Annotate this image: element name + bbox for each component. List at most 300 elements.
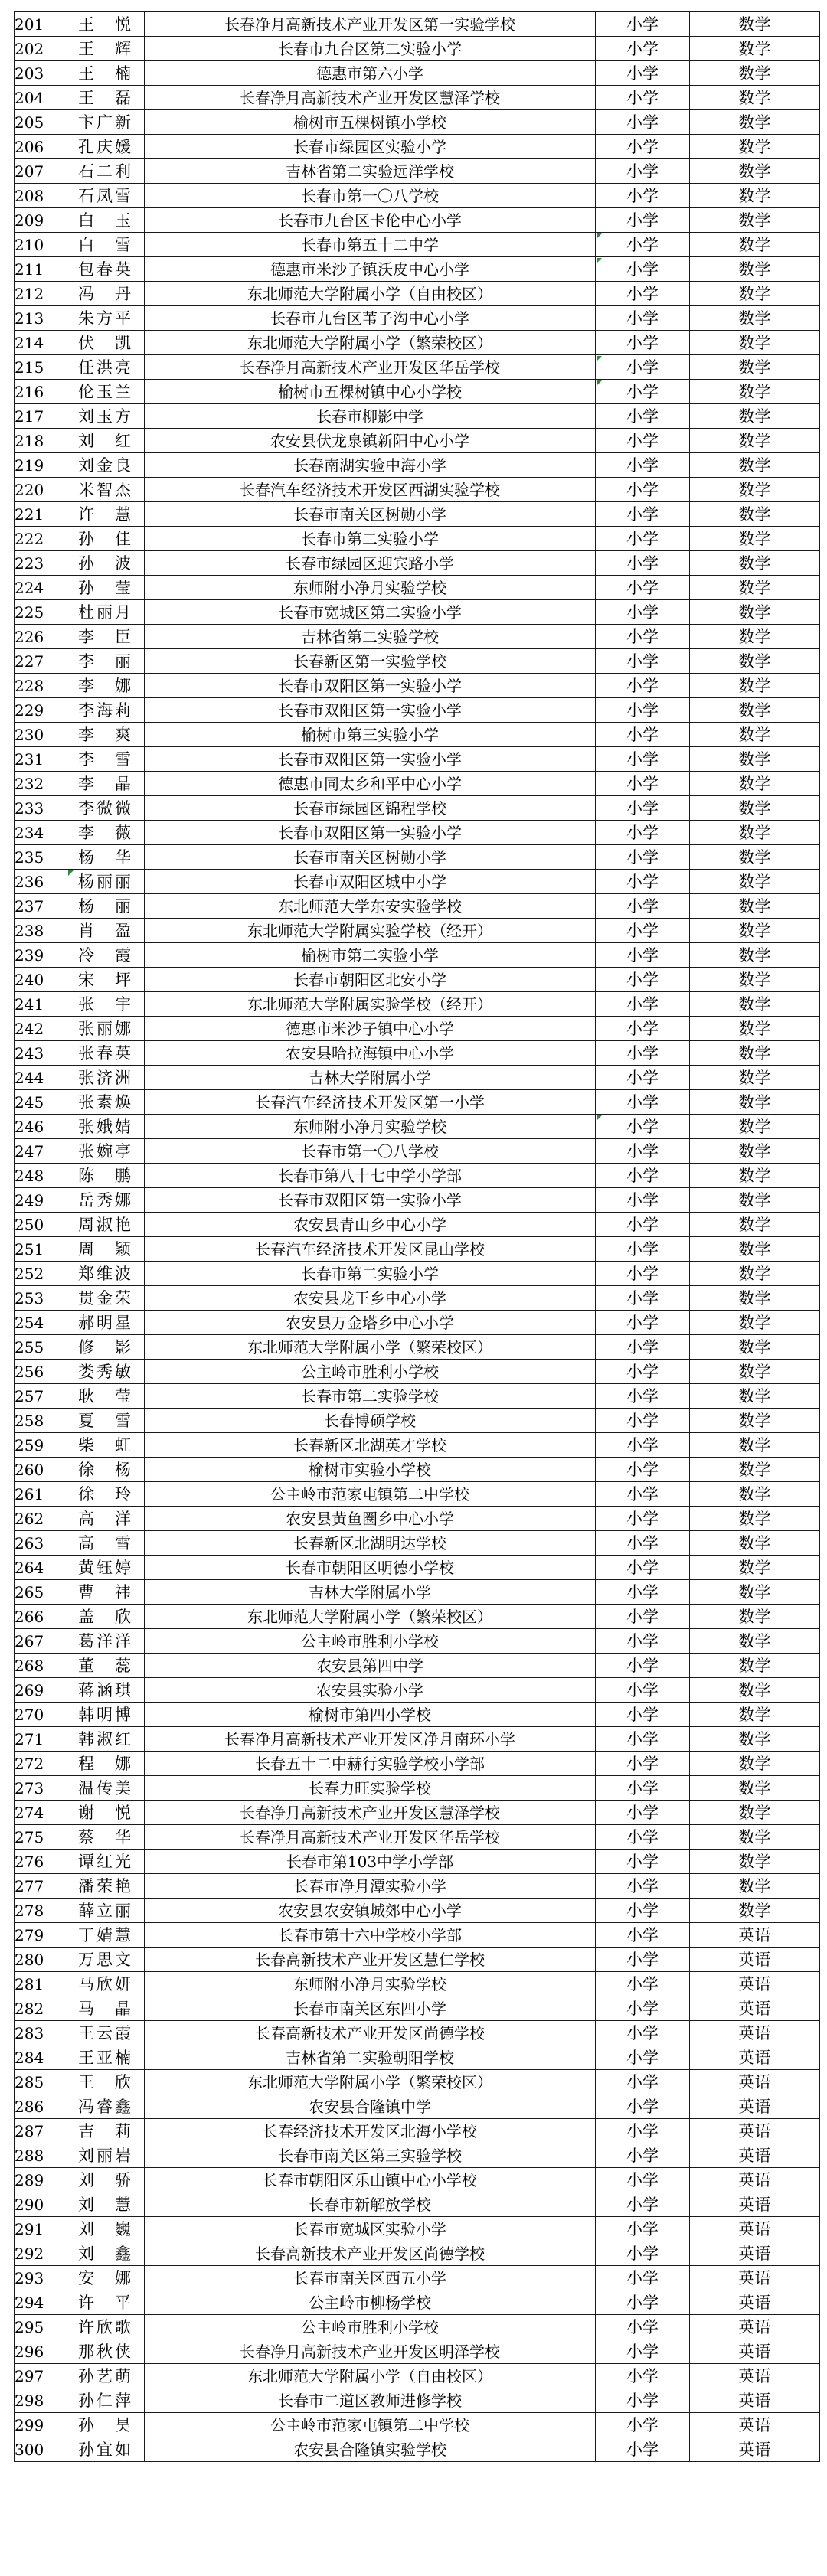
row-number-cell: 203 <box>15 61 67 86</box>
table-row <box>15 649 820 674</box>
table-row <box>15 968 820 992</box>
row-number-cell: 257 <box>15 1384 67 1409</box>
row-number-cell: 298 <box>15 2388 67 2413</box>
school-level-cell: 小学 <box>596 1458 690 1482</box>
table-row <box>15 355 820 380</box>
row-number-cell: 249 <box>15 1188 67 1213</box>
school-name-cell: 榆树市第四小学校 <box>145 1703 596 1727</box>
table-row <box>15 1727 820 1752</box>
school-level-cell: 小学 <box>596 968 690 992</box>
table-row <box>15 1017 820 1041</box>
teacher-name-cell: 许欣歌 <box>67 2315 145 2339</box>
school-level-cell: 小学 <box>596 625 690 649</box>
table-row <box>15 1580 820 1605</box>
table-row <box>15 1752 820 1776</box>
school-level-cell: 小学 <box>596 919 690 943</box>
row-number-cell: 299 <box>15 2413 67 2437</box>
subject-cell: 数学 <box>690 1409 820 1433</box>
teacher-name-cell: 吉 莉 <box>67 2119 145 2143</box>
subject-cell: 数学 <box>690 306 820 331</box>
school-name-cell: 长春高新技术产业开发区慧仁学校 <box>145 1948 596 1972</box>
subject-cell: 数学 <box>690 1850 820 1874</box>
row-number-cell: 207 <box>15 159 67 184</box>
subject-cell: 数学 <box>690 747 820 772</box>
subject-cell: 数学 <box>690 110 820 135</box>
table-row <box>15 698 820 723</box>
teacher-name-cell: 王 磊 <box>67 86 145 110</box>
teacher-name-cell: 韩明博 <box>67 1703 145 1727</box>
subject-cell: 数学 <box>690 1090 820 1115</box>
row-number-cell: 220 <box>15 478 67 502</box>
row-number-cell: 276 <box>15 1850 67 1874</box>
table-row <box>15 576 820 600</box>
school-name-cell: 农安县合隆镇实验学校 <box>145 2437 596 2462</box>
row-number-cell: 212 <box>15 282 67 306</box>
teacher-name-cell: 杨 华 <box>67 845 145 870</box>
table-row <box>15 747 820 772</box>
row-number-cell: 269 <box>15 1678 67 1703</box>
teacher-name-cell: 孙 莹 <box>67 576 145 600</box>
teacher-name-cell: 张春英 <box>67 1041 145 1066</box>
subject-cell: 数学 <box>690 1727 820 1752</box>
school-name-cell: 长春市净月潭实验小学 <box>145 1874 596 1899</box>
table-row <box>15 674 820 698</box>
school-name-cell: 公主岭市范家屯镇第二中学校 <box>145 1482 596 1507</box>
school-name-cell: 榆树市第三实验小学 <box>145 723 596 747</box>
teacher-name-cell: 修 影 <box>67 1335 145 1360</box>
school-name-cell: 长春净月高新技术产业开发区慧泽学校 <box>145 86 596 110</box>
school-level-cell: 小学 <box>596 1556 690 1580</box>
school-level-cell: 小学 <box>596 527 690 551</box>
subject-cell: 数学 <box>690 233 820 257</box>
teacher-name-cell: 韩淑红 <box>67 1727 145 1752</box>
row-number-cell: 297 <box>15 2364 67 2388</box>
school-level-cell: 小学 <box>596 2388 690 2413</box>
subject-cell: 数学 <box>690 1580 820 1605</box>
school-name-cell: 东北师范大学东安实验学校 <box>145 894 596 919</box>
table-row <box>15 1482 820 1507</box>
school-name-cell: 长春市双阳区第一实验小学 <box>145 821 596 845</box>
table-row <box>15 2364 820 2388</box>
row-number-cell: 241 <box>15 992 67 1017</box>
table-row <box>15 992 820 1017</box>
teacher-name-cell: 米智杰 <box>67 478 145 502</box>
school-name-cell: 东北师范大学附属小学（自由校区） <box>145 2364 596 2388</box>
school-level-cell: 小学 <box>596 233 690 257</box>
teacher-name-cell: 许 平 <box>67 2290 145 2315</box>
school-level-cell: 小学 <box>596 894 690 919</box>
row-number-cell: 245 <box>15 1090 67 1115</box>
school-name-cell: 长春高新技术产业开发区尚德学校 <box>145 2021 596 2045</box>
subject-cell: 数学 <box>690 1629 820 1654</box>
school-name-cell: 农安县合隆镇中学 <box>145 2094 596 2119</box>
row-number-cell: 250 <box>15 1213 67 1237</box>
table-row <box>15 870 820 894</box>
school-level-cell: 小学 <box>596 870 690 894</box>
table-row <box>15 257 820 282</box>
row-number-cell: 230 <box>15 723 67 747</box>
school-level-cell: 小学 <box>596 551 690 576</box>
row-number-cell: 294 <box>15 2290 67 2315</box>
table-row <box>15 2045 820 2070</box>
row-number-cell: 243 <box>15 1041 67 1066</box>
school-level-cell: 小学 <box>596 380 690 404</box>
table-row <box>15 404 820 429</box>
row-number-cell: 202 <box>15 37 67 61</box>
school-level-cell: 小学 <box>596 110 690 135</box>
school-level-cell: 小学 <box>596 37 690 61</box>
school-level-cell: 小学 <box>596 1409 690 1433</box>
school-level-cell: 小学 <box>596 1996 690 2021</box>
teacher-name-cell: 马欣妍 <box>67 1972 145 1996</box>
subject-cell: 数学 <box>690 674 820 698</box>
school-level-cell: 小学 <box>596 2241 690 2266</box>
school-name-cell: 农安县哈拉海镇中心小学 <box>145 1041 596 1066</box>
table-row <box>15 2290 820 2315</box>
table-row <box>15 502 820 527</box>
subject-cell: 英语 <box>690 2217 820 2241</box>
teacher-name-cell: 高 洋 <box>67 1507 145 1531</box>
school-level-cell: 小学 <box>596 821 690 845</box>
school-level-cell: 小学 <box>596 1360 690 1384</box>
teacher-name-cell: 谢 悦 <box>67 1801 145 1825</box>
row-number-cell: 290 <box>15 2192 67 2217</box>
table-row <box>15 1654 820 1678</box>
school-name-cell: 吉林省第二实验朝阳学校 <box>145 2045 596 2070</box>
row-number-cell: 259 <box>15 1433 67 1458</box>
school-name-cell: 吉林省第二实验学校 <box>145 625 596 649</box>
table-row <box>15 2266 820 2290</box>
teacher-name-cell: 刘 骄 <box>67 2168 145 2192</box>
teacher-name-cell: 冷 霞 <box>67 943 145 968</box>
subject-cell: 数学 <box>690 1801 820 1825</box>
table-row <box>15 2143 820 2168</box>
school-name-cell: 榆树市第二实验小学 <box>145 943 596 968</box>
subject-cell: 英语 <box>690 2045 820 2070</box>
school-name-cell: 农安县实验小学 <box>145 1678 596 1703</box>
table-row <box>15 772 820 796</box>
row-number-cell: 280 <box>15 1948 67 1972</box>
table-row <box>15 110 820 135</box>
teacher-name-cell: 杨丽丽 <box>67 870 145 894</box>
teacher-name-cell: 张婉亭 <box>67 1139 145 1164</box>
teacher-name-cell: 徐 玲 <box>67 1482 145 1507</box>
school-name-cell: 长春市新解放学校 <box>145 2192 596 2217</box>
row-number-cell: 206 <box>15 135 67 159</box>
table-row <box>15 208 820 233</box>
table-row <box>15 600 820 625</box>
school-level-cell: 小学 <box>596 2266 690 2290</box>
school-level-cell: 小学 <box>596 649 690 674</box>
row-number-cell: 262 <box>15 1507 67 1531</box>
subject-cell: 英语 <box>690 2437 820 2462</box>
table-row <box>15 1948 820 1972</box>
teacher-name-cell: 张济洲 <box>67 1066 145 1090</box>
subject-cell: 英语 <box>690 2143 820 2168</box>
teacher-name-cell: 孙 佳 <box>67 527 145 551</box>
row-number-cell: 261 <box>15 1482 67 1507</box>
table-row <box>15 1311 820 1335</box>
subject-cell: 英语 <box>690 1923 820 1948</box>
subject-cell: 数学 <box>690 1899 820 1923</box>
school-level-cell: 小学 <box>596 1090 690 1115</box>
teacher-name-cell: 孙 波 <box>67 551 145 576</box>
teacher-name-cell: 董 蕊 <box>67 1654 145 1678</box>
school-level-cell: 小学 <box>596 159 690 184</box>
school-level-cell: 小学 <box>596 2364 690 2388</box>
subject-cell: 数学 <box>690 1605 820 1629</box>
row-number-cell: 256 <box>15 1360 67 1384</box>
school-level-cell: 小学 <box>596 1507 690 1531</box>
row-number-cell: 296 <box>15 2339 67 2364</box>
row-number-cell: 260 <box>15 1458 67 1482</box>
subject-cell: 数学 <box>690 1531 820 1556</box>
subject-cell: 数学 <box>690 429 820 453</box>
school-level-cell: 小学 <box>596 1433 690 1458</box>
school-level-cell: 小学 <box>596 2070 690 2094</box>
table-row <box>15 1384 820 1409</box>
table-row <box>15 2388 820 2413</box>
school-name-cell: 长春市南关区第三实验学校 <box>145 2143 596 2168</box>
school-level-cell: 小学 <box>596 2290 690 2315</box>
subject-cell: 数学 <box>690 12 820 37</box>
table-row <box>15 1286 820 1311</box>
school-level-cell: 小学 <box>596 2315 690 2339</box>
teacher-name-cell: 刘 慧 <box>67 2192 145 2217</box>
table-row <box>15 1458 820 1482</box>
teacher-name-cell: 孙仁萍 <box>67 2388 145 2413</box>
table-row <box>15 1164 820 1188</box>
teacher-name-cell: 张素焕 <box>67 1090 145 1115</box>
school-level-cell: 小学 <box>596 502 690 527</box>
school-level-cell: 小学 <box>596 1678 690 1703</box>
teacher-name-cell: 那秋侠 <box>67 2339 145 2364</box>
subject-cell: 数学 <box>690 723 820 747</box>
teacher-name-cell: 李 娜 <box>67 674 145 698</box>
subject-cell: 英语 <box>690 2290 820 2315</box>
row-number-cell: 274 <box>15 1801 67 1825</box>
teacher-name-cell: 李微微 <box>67 796 145 821</box>
table-row <box>15 1605 820 1629</box>
subject-cell: 数学 <box>690 527 820 551</box>
table-row <box>15 159 820 184</box>
teacher-name-cell: 贯金荣 <box>67 1286 145 1311</box>
school-name-cell: 公主岭市范家屯镇第二中学校 <box>145 2413 596 2437</box>
table-row <box>15 1090 820 1115</box>
subject-cell: 数学 <box>690 404 820 429</box>
subject-cell: 数学 <box>690 1678 820 1703</box>
subject-cell: 数学 <box>690 1286 820 1311</box>
table-row <box>15 2339 820 2364</box>
subject-cell: 数学 <box>690 282 820 306</box>
teacher-name-cell: 伏 凯 <box>67 331 145 355</box>
teacher-name-cell: 包春英 <box>67 257 145 282</box>
school-name-cell: 长春净月高新技术产业开发区第一实验学校 <box>145 12 596 37</box>
school-name-cell: 长春市九台区苇子沟中心小学 <box>145 306 596 331</box>
school-level-cell: 小学 <box>596 600 690 625</box>
school-level-cell: 小学 <box>596 1384 690 1409</box>
subject-cell: 数学 <box>690 257 820 282</box>
school-name-cell: 农安县万金塔乡中心小学 <box>145 1311 596 1335</box>
school-level-cell: 小学 <box>596 12 690 37</box>
teacher-name-cell: 王 欣 <box>67 2070 145 2094</box>
table-row <box>15 1115 820 1139</box>
school-name-cell: 农安县黄鱼圈乡中心小学 <box>145 1507 596 1531</box>
row-number-cell: 225 <box>15 600 67 625</box>
subject-cell: 数学 <box>690 1825 820 1850</box>
subject-cell: 数学 <box>690 576 820 600</box>
teacher-name-cell: 李 丽 <box>67 649 145 674</box>
row-number-cell: 240 <box>15 968 67 992</box>
school-name-cell: 长春市宽城区实验小学 <box>145 2217 596 2241</box>
teacher-name-cell: 李 晶 <box>67 772 145 796</box>
school-level-cell: 小学 <box>596 2339 690 2364</box>
row-number-cell: 204 <box>15 86 67 110</box>
row-number-cell: 281 <box>15 1972 67 1996</box>
school-name-cell: 德惠市米沙子镇沃皮中心小学 <box>145 257 596 282</box>
row-number-cell: 231 <box>15 747 67 772</box>
subject-cell: 数学 <box>690 1458 820 1482</box>
school-level-cell: 小学 <box>596 2021 690 2045</box>
school-name-cell: 长春博硕学校 <box>145 1409 596 1433</box>
school-level-cell: 小学 <box>596 282 690 306</box>
teacher-name-cell: 冯睿鑫 <box>67 2094 145 2119</box>
teacher-name-cell: 潘荣艳 <box>67 1874 145 1899</box>
school-name-cell: 长春汽车经济技术开发区第一小学 <box>145 1090 596 1115</box>
subject-cell: 数学 <box>690 1776 820 1801</box>
school-level-cell: 小学 <box>596 1041 690 1066</box>
table-row <box>15 2437 820 2462</box>
row-number-cell: 208 <box>15 184 67 208</box>
school-name-cell: 长春市双阳区第一实验小学 <box>145 1188 596 1213</box>
teacher-name-cell: 柴 虹 <box>67 1433 145 1458</box>
subject-cell: 数学 <box>690 159 820 184</box>
row-number-cell: 277 <box>15 1874 67 1899</box>
school-level-cell: 小学 <box>596 1188 690 1213</box>
table-row <box>15 86 820 110</box>
row-number-cell: 201 <box>15 12 67 37</box>
teacher-name-cell: 王云霞 <box>67 2021 145 2045</box>
subject-cell: 数学 <box>690 1237 820 1262</box>
row-number-cell: 229 <box>15 698 67 723</box>
school-name-cell: 东北师范大学附属小学（繁荣校区） <box>145 1605 596 1629</box>
school-level-cell: 小学 <box>596 1335 690 1360</box>
teacher-name-cell: 高 雪 <box>67 1531 145 1556</box>
school-name-cell: 长春市朝阳区明德小学校 <box>145 1556 596 1580</box>
school-name-cell: 长春市第一〇八学校 <box>145 1139 596 1164</box>
table-row <box>15 1801 820 1825</box>
school-level-cell: 小学 <box>596 1948 690 1972</box>
teacher-name-cell: 程 娜 <box>67 1752 145 1776</box>
teacher-name-cell: 郑维波 <box>67 1262 145 1286</box>
row-number-cell: 209 <box>15 208 67 233</box>
subject-cell: 数学 <box>690 1384 820 1409</box>
teacher-name-cell: 陈 鹏 <box>67 1164 145 1188</box>
teacher-name-cell: 任洪亮 <box>67 355 145 380</box>
table-row <box>15 1409 820 1433</box>
row-number-cell: 288 <box>15 2143 67 2168</box>
school-name-cell: 长春市绿园区实验小学 <box>145 135 596 159</box>
subject-cell: 英语 <box>690 1972 820 1996</box>
school-name-cell: 长春汽车经济技术开发区昆山学校 <box>145 1237 596 1262</box>
table-row <box>15 2094 820 2119</box>
school-level-cell: 小学 <box>596 2119 690 2143</box>
subject-cell: 英语 <box>690 2241 820 2266</box>
school-level-cell: 小学 <box>596 1286 690 1311</box>
row-number-cell: 219 <box>15 453 67 478</box>
school-level-cell: 小学 <box>596 2143 690 2168</box>
table-row <box>15 429 820 453</box>
school-level-cell: 小学 <box>596 845 690 870</box>
school-level-cell: 小学 <box>596 1972 690 1996</box>
subject-cell: 数学 <box>690 453 820 478</box>
school-name-cell: 长春市双阳区第一实验小学 <box>145 747 596 772</box>
subject-cell: 数学 <box>690 1139 820 1164</box>
subject-cell: 数学 <box>690 894 820 919</box>
table-row <box>15 380 820 404</box>
row-number-cell: 224 <box>15 576 67 600</box>
table-row <box>15 1923 820 1948</box>
table-row <box>15 1335 820 1360</box>
teacher-name-cell: 王 楠 <box>67 61 145 86</box>
teacher-name-cell: 肖 盈 <box>67 919 145 943</box>
teacher-name-cell: 郝明星 <box>67 1311 145 1335</box>
table-row <box>15 845 820 870</box>
teacher-name-cell: 安 娜 <box>67 2266 145 2290</box>
table-row <box>15 2070 820 2094</box>
row-number-cell: 267 <box>15 1629 67 1654</box>
row-number-cell: 228 <box>15 674 67 698</box>
table-row <box>15 1776 820 1801</box>
teacher-name-cell: 卞广新 <box>67 110 145 135</box>
school-name-cell: 长春市双阳区城中小学 <box>145 870 596 894</box>
row-number-cell: 265 <box>15 1580 67 1605</box>
school-level-cell: 小学 <box>596 747 690 772</box>
school-level-cell: 小学 <box>596 1874 690 1899</box>
teacher-name-cell: 曹 祎 <box>67 1580 145 1605</box>
table-row <box>15 1556 820 1580</box>
school-name-cell: 长春净月高新技术产业开发区华岳学校 <box>145 355 596 380</box>
school-level-cell: 小学 <box>596 86 690 110</box>
subject-cell: 数学 <box>690 992 820 1017</box>
subject-cell: 数学 <box>690 1188 820 1213</box>
row-number-cell: 238 <box>15 919 67 943</box>
school-name-cell: 长春市绿园区锦程学校 <box>145 796 596 821</box>
school-level-cell: 小学 <box>596 1801 690 1825</box>
school-level-cell: 小学 <box>596 1605 690 1629</box>
school-level-cell: 小学 <box>596 184 690 208</box>
table-row <box>15 2168 820 2192</box>
table-row <box>15 625 820 649</box>
school-level-cell: 小学 <box>596 1825 690 1850</box>
school-name-cell: 长春市南关区树勋小学 <box>145 845 596 870</box>
teacher-name-cell: 白 雪 <box>67 233 145 257</box>
subject-cell: 英语 <box>690 1996 820 2021</box>
school-level-cell: 小学 <box>596 1139 690 1164</box>
school-level-cell: 小学 <box>596 2168 690 2192</box>
row-number-cell: 218 <box>15 429 67 453</box>
row-number-cell: 273 <box>15 1776 67 1801</box>
school-level-cell: 小学 <box>596 257 690 282</box>
teacher-name-cell: 刘丽岩 <box>67 2143 145 2168</box>
school-level-cell: 小学 <box>596 1262 690 1286</box>
table-row <box>15 2413 820 2437</box>
row-number-cell: 272 <box>15 1752 67 1776</box>
teacher-name-cell: 宋 坪 <box>67 968 145 992</box>
row-number-cell: 295 <box>15 2315 67 2339</box>
table-row <box>15 1996 820 2021</box>
table-row <box>15 1507 820 1531</box>
